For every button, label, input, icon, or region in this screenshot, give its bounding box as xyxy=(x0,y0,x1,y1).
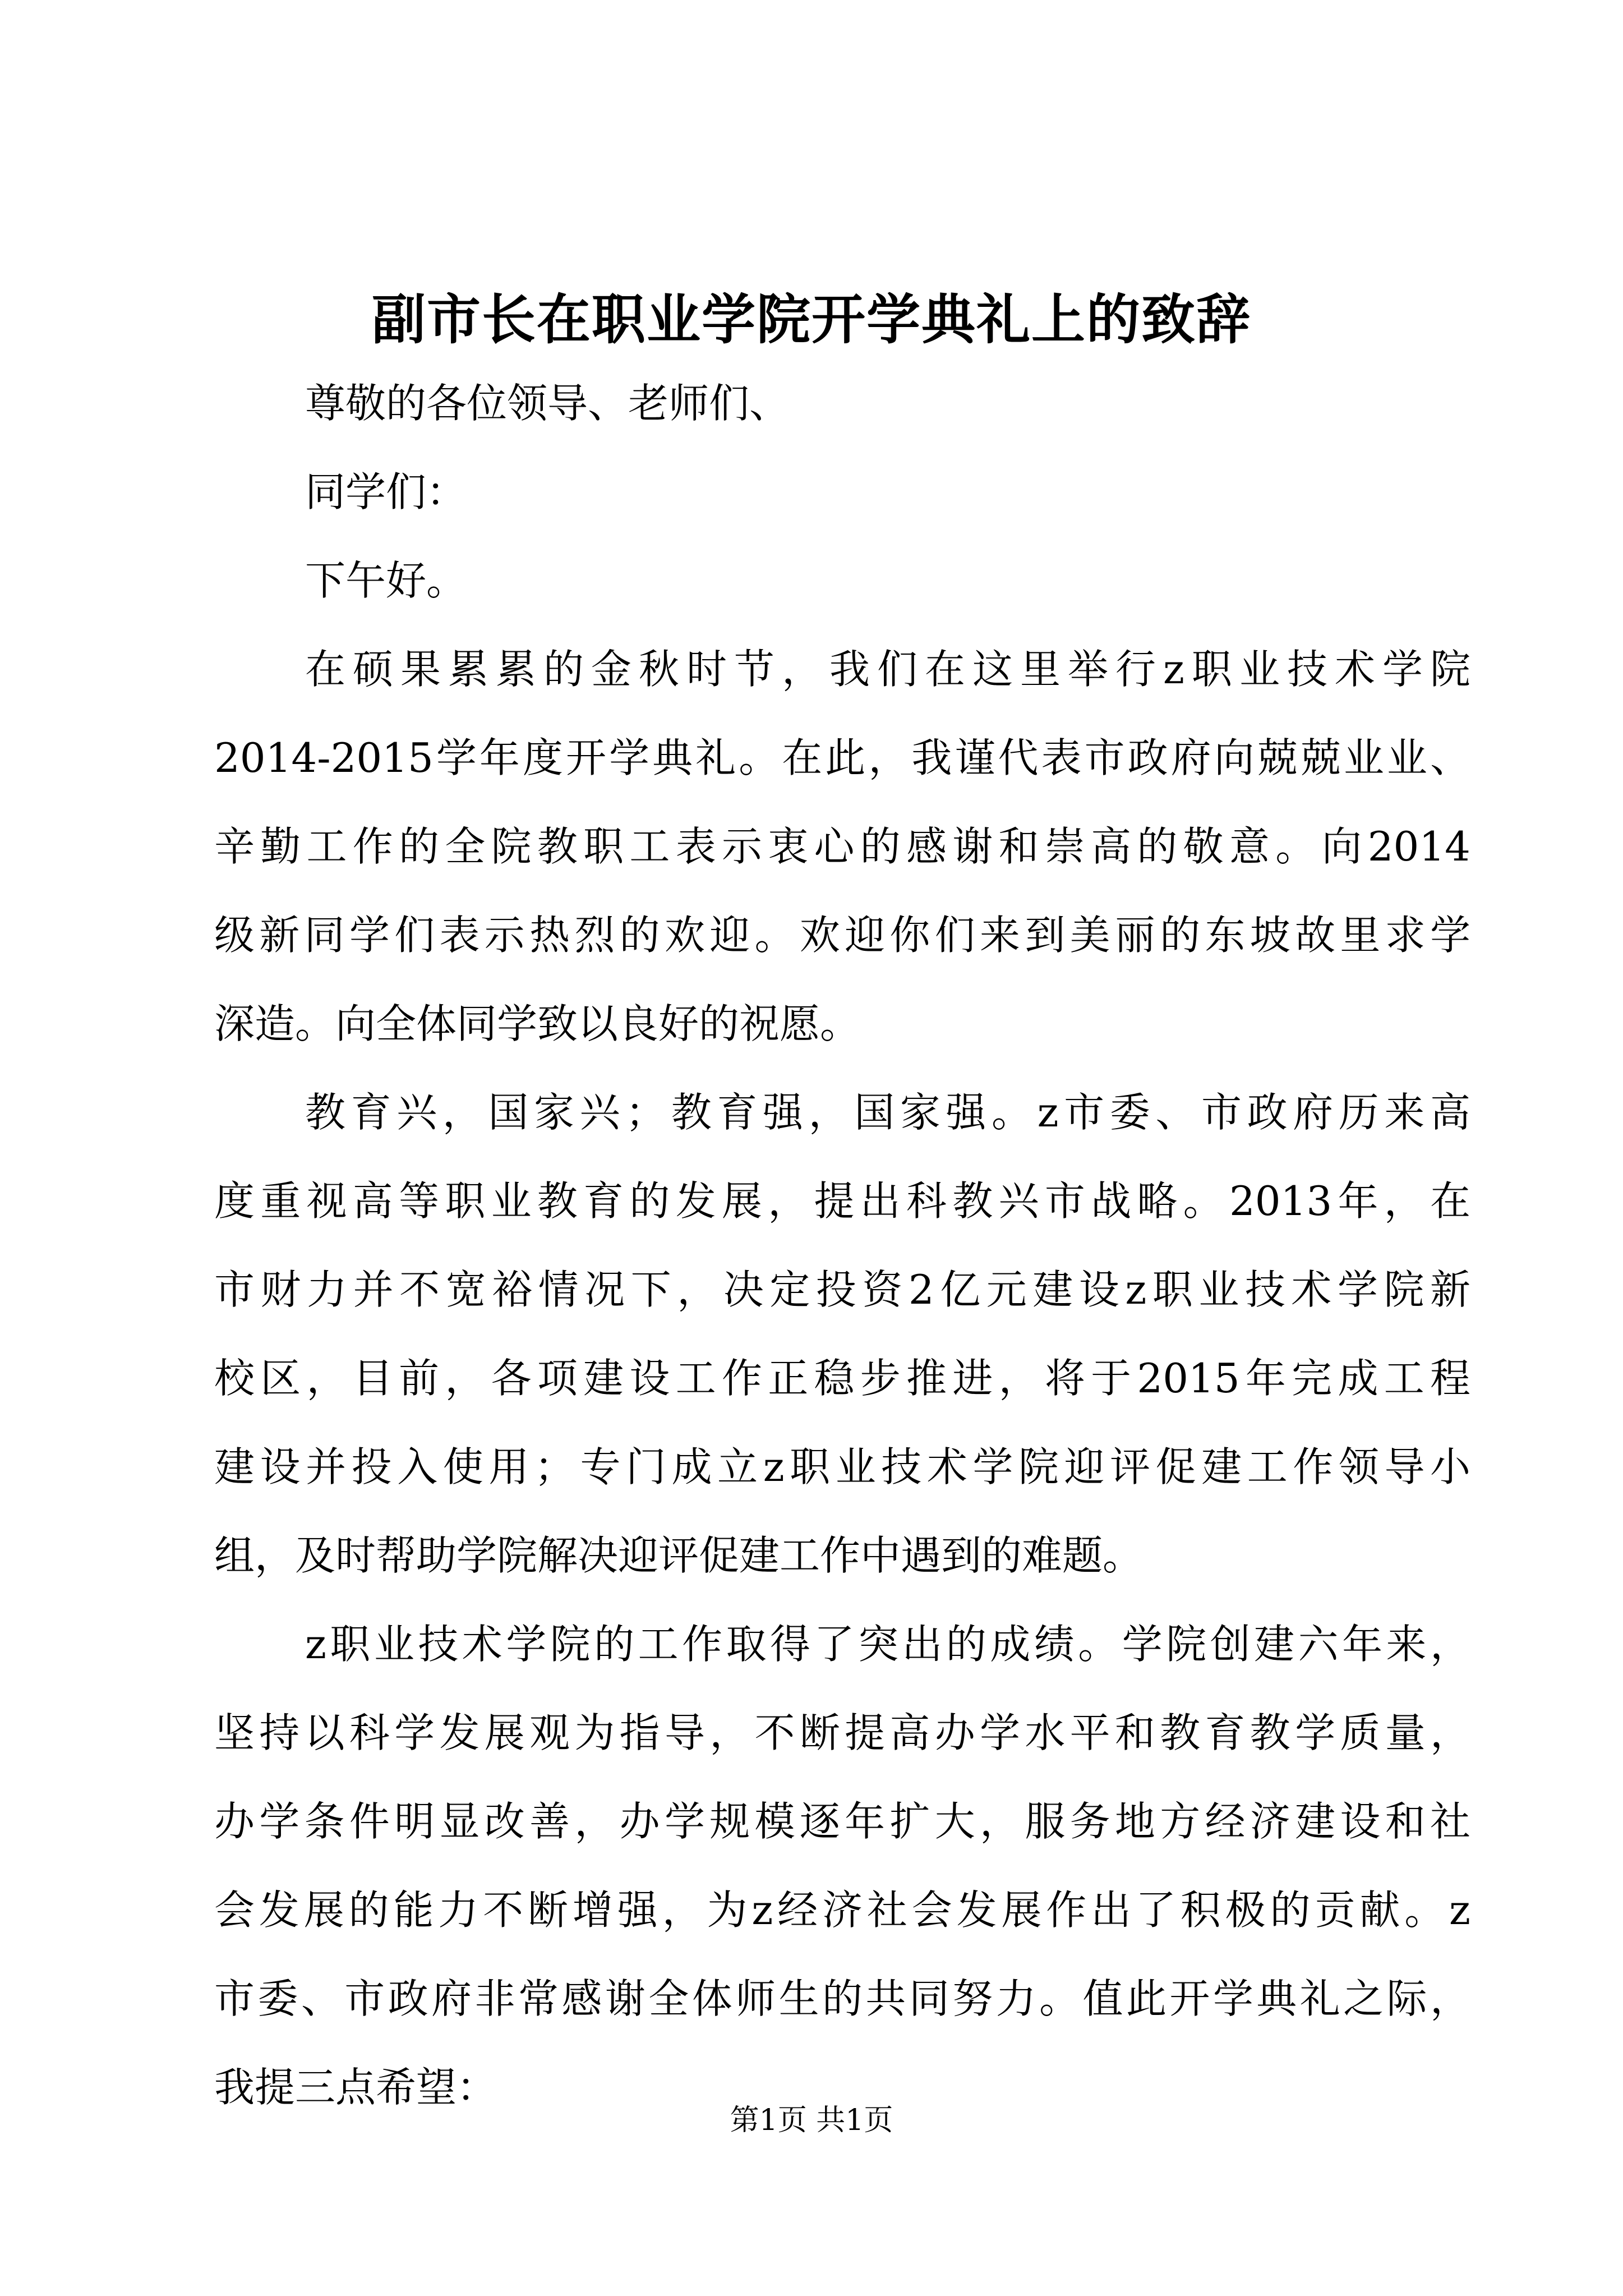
text-line: 度重视高等职业教育的发展，提出科教兴市战略。2013年，在 xyxy=(214,1177,1470,1225)
text-line: 深造。向全体同学致以良好的祝愿。 xyxy=(214,1000,861,1047)
text-line: 在硕果累累的金秋时节，我们在这里举行z职业技术学院 xyxy=(305,646,1470,693)
text-line: 组，及时帮助学院解决迎评促建工作中遇到的难题。 xyxy=(214,1532,1144,1579)
text-line: 建设并投入使用；专门成立z职业技术学院迎评促建工作领导小 xyxy=(214,1443,1470,1490)
text-line: 市委、市政府非常感谢全体师生的共同努力。值此开学典礼之际， xyxy=(214,1975,1470,2022)
text-line: 尊敬的各位领导、老师们、 xyxy=(305,380,790,427)
text-line: 级新同学们表示热烈的欢迎。欢迎你们来到美丽的东坡故里求学 xyxy=(214,912,1470,959)
text-line: 会发展的能力不断增强，为z经济社会发展作出了积极的贡献。z xyxy=(214,1887,1470,1934)
text-line: 我提三点希望： xyxy=(214,2064,497,2111)
text-line: 坚持以科学发展观为指导，不断提高办学水平和教育教学质量， xyxy=(214,1709,1470,1756)
document-body xyxy=(214,359,1470,2132)
text-line: 教育兴，国家兴；教育强，国家强。z市委、市政府历来高 xyxy=(305,1089,1470,1136)
text-line: 同学们： xyxy=(305,468,467,516)
text-line: 市财力并不宽裕情况下，决定投资2亿元建设z职业技术学院新 xyxy=(214,1266,1470,1313)
page-footer: 第1页 共1页 xyxy=(730,2104,893,2137)
text-line: 2014-2015学年度开学典礼。在此，我谨代表市政府向兢兢业业、 xyxy=(214,734,1470,781)
text-line: 校区，目前，各项建设工作正稳步推进，将于2015年完成工程 xyxy=(214,1355,1470,1402)
text-line: 下午好。 xyxy=(305,557,467,604)
text-line: 办学条件明显改善，办学规模逐年扩大，服务地方经济建设和社 xyxy=(214,1798,1470,1845)
text-line: z职业技术学院的工作取得了突出的成绩。学院创建六年来， xyxy=(305,1621,1470,1668)
document-title: 副市长在职业学院开学典礼上的致辞 xyxy=(372,288,1251,351)
text-line: 辛勤工作的全院教职工表示衷心的感谢和崇高的敬意。向2014 xyxy=(214,823,1470,870)
